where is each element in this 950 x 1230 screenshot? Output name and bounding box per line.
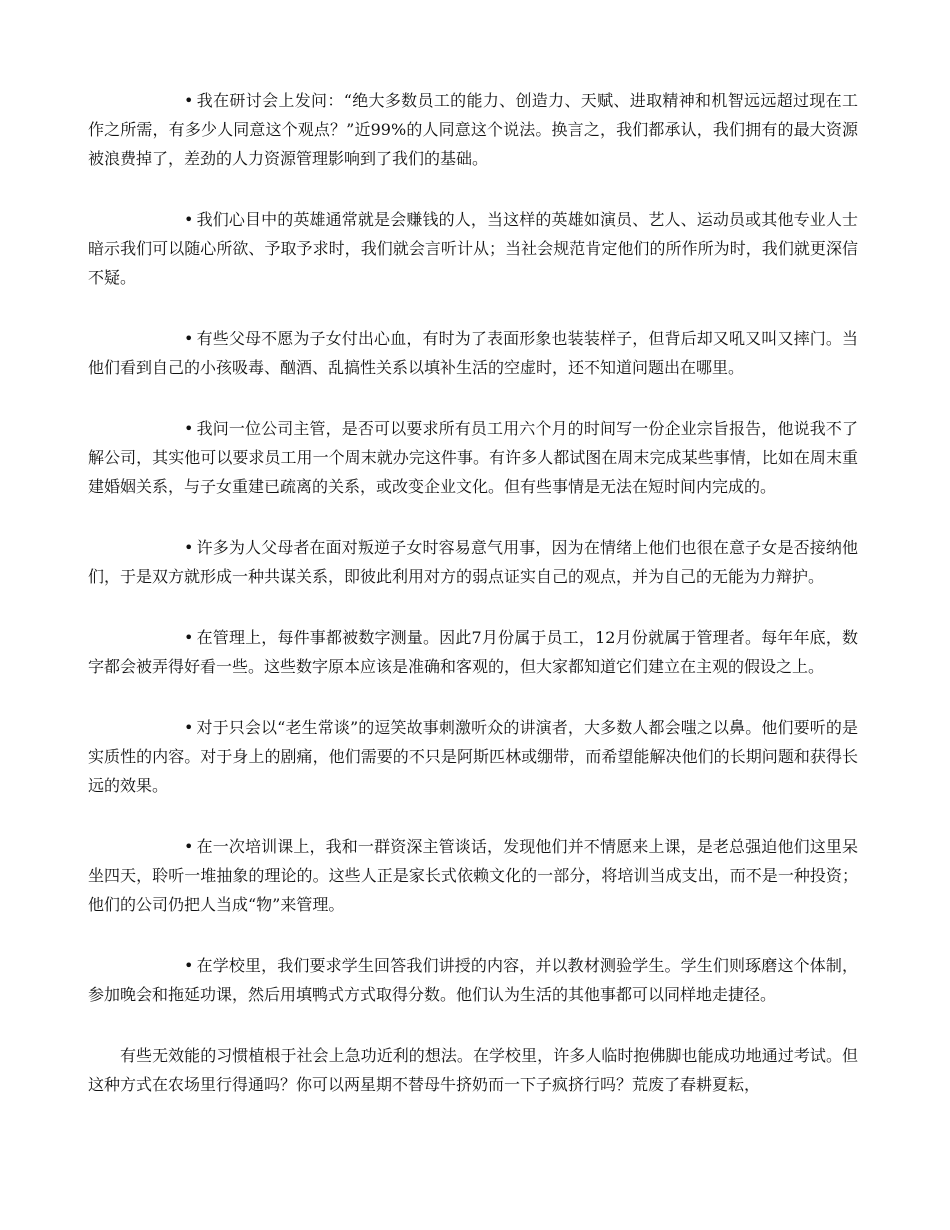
paragraph-text: 在一次培训课上，我和一群资深主管谈话，发现他们并不情愿来上课，是老总强迫他们这里呆坐四天，聆听一堆抽象的理论的。这些人正是家长式依赖文化的一部分，将培训当成支出，而不是一种投资；他们的公司仍把人当成“物”来管理。: [88, 837, 858, 914]
paragraph-text: 许多为人父母者在面对叛逆子女时容易意气用事，因为在情绪上他们也很在意子女是否接纳他们，于是双方就形成一种共谋关系，即彼此利用对方的弱点证实自己的观点，并为自己的无能为力辩护。: [88, 538, 858, 586]
bullet-icon: •: [184, 91, 194, 110]
bullet-icon: •: [184, 538, 194, 557]
bullet-paragraph: [88, 205, 858, 292]
bullet-paragraph: [88, 86, 858, 173]
bullet-paragraph: [88, 414, 858, 501]
paragraph-text: 在学校里，我们要求学生回答我们讲授的内容，并以教材测验学生。学生们则琢磨这个体制，参加晚会和拖延功课，然后用填鸭式方式取得分数。他们认为生活的其他事都可以同样地走捷径。: [88, 956, 858, 1004]
bullet-icon: •: [184, 837, 194, 856]
bullet-icon: •: [184, 628, 194, 647]
paragraph-text: 在管理上，每件事都被数字测量。因此7月份属于员工，12月份就属于管理者。每年年底，数字都会被弄得好看一些。这些数字原本应该是准确和客观的，但大家都知道它们建立在主观的假设之上。: [88, 628, 858, 676]
bullet-paragraph: [88, 713, 858, 800]
bullet-icon: •: [184, 718, 194, 737]
bullet-icon: •: [184, 956, 194, 975]
body-paragraph: [88, 1041, 858, 1099]
bullet-icon: •: [184, 210, 194, 229]
paragraph-text: 我问一位公司主管，是否可以要求所有员工用六个月的时间写一份企业宗旨报告，他说我不了解公司，其实他可以要求员工用一个周末就办完这件事。有许多人都试图在周末完成某些事情，比如在周末重建婚姻关系，与子女重建已疏离的关系，或改变企业文化。但有些事情是无法在短时间内完成的。: [88, 419, 858, 496]
paragraph-text: 有些父母不愿为子女付出心血，有时为了表面形象也装装样子，但背后却又吼又叫又摔门。当他们看到自己的小孩吸毒、酗酒、乱搞性关系以填补生活的空虚时，还不知道问题出在哪里。: [88, 329, 858, 377]
paragraph-text: 有些无效能的习惯植根于社会上急功近利的想法。在学校里，许多人临时抱佛脚也能成功地通过考试。但这种方式在农场里行得通吗？你可以两星期不替母牛挤奶而一下子疯挤行吗？荒废了春耕夏耘，: [88, 1046, 858, 1094]
paragraph-text: 我们心目中的英雄通常就是会赚钱的人，当这样的英雄如演员、艺人、运动员或其他专业人士暗示我们可以随心所欲、予取予求时，我们就会言听计从；当社会规范肯定他们的所作所为时，我们就更深信不疑。: [88, 210, 858, 287]
bullet-paragraph: [88, 832, 858, 919]
bullet-paragraph: [88, 533, 858, 591]
bullet-icon: •: [184, 329, 194, 348]
bullet-icon: •: [184, 419, 194, 438]
paragraph-text: 我在研讨会上发问：“绝大多数员工的能力、创造力、天赋、进取精神和机智远远超过现在工作之所需，有多少人同意这个观点？”近99%的人同意这个说法。换言之，我们都承认，我们拥有的最大资源被浪费掉了，差劲的人力资源管理影响到了我们的基础。: [88, 91, 858, 168]
bullet-paragraph: [88, 623, 858, 681]
bullet-paragraph: [88, 324, 858, 382]
paragraph-text: 对于只会以“老生常谈”的逗笑故事刺激听众的讲演者，大多数人都会嗤之以鼻。他们要听的是实质性的内容。对于身上的剧痛，他们需要的不只是阿斯匹林或绷带，而希望能解决他们的长期问题和获得长远的效果。: [88, 718, 858, 795]
document-body: [88, 86, 858, 1131]
bullet-paragraph: [88, 951, 858, 1009]
